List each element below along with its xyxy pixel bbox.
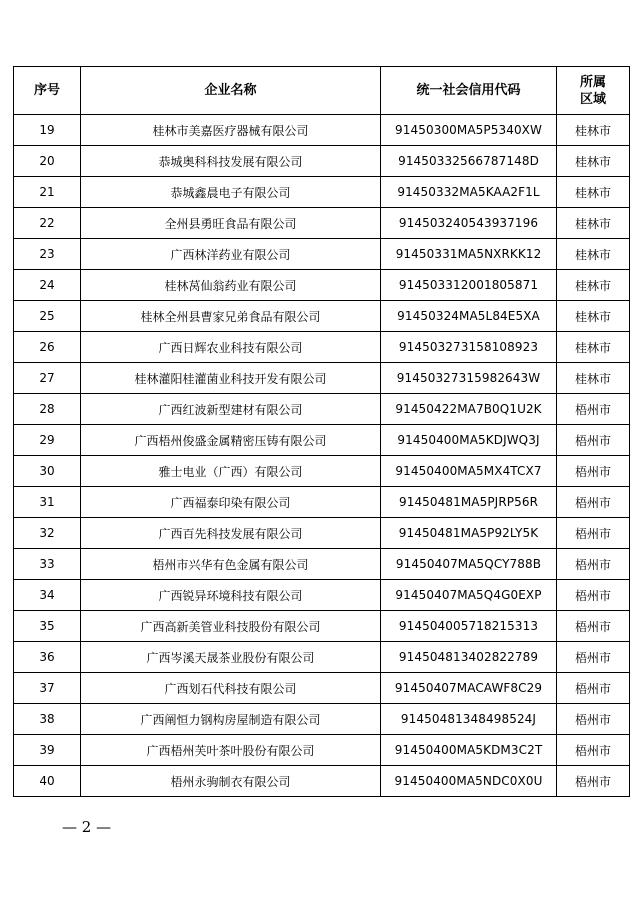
table-row (14, 115, 630, 146)
cell-credit-code: 91450324MA5L84E5XA (381, 301, 557, 332)
cell-credit-code: 91450407MA5Q4G0EXP (381, 580, 557, 611)
cell-credit-code: 914503312001805871 (381, 270, 557, 301)
cell-serial-number: 20 (14, 146, 81, 177)
cell-credit-code: 91450400MA5NDC0X0U (381, 766, 557, 797)
cell-credit-code: 914503240543937196 (381, 208, 557, 239)
cell-enterprise-name: 广西岑溪天晟茶业股份有限公司 (81, 642, 381, 673)
header-credit-code: 统一社会信用代码 (381, 67, 557, 115)
cell-enterprise-name: 广西百先科技发展有限公司 (81, 518, 381, 549)
cell-region: 桂林市 (557, 146, 630, 177)
cell-serial-number: 31 (14, 487, 81, 518)
table-row (14, 549, 630, 580)
cell-enterprise-name: 梧州永驹制衣有限公司 (81, 766, 381, 797)
table-row (14, 146, 630, 177)
cell-region: 梧州市 (557, 425, 630, 456)
header-region-line2: 区域 (579, 91, 606, 107)
cell-enterprise-name: 桂林灌阳桂灌菌业科技开发有限公司 (81, 363, 381, 394)
cell-serial-number: 39 (14, 735, 81, 766)
cell-serial-number: 32 (14, 518, 81, 549)
cell-credit-code: 91450300MA5P5340XW (381, 115, 557, 146)
cell-region: 梧州市 (557, 766, 630, 797)
table-row (14, 704, 630, 735)
cell-region: 桂林市 (557, 115, 630, 146)
cell-credit-code: 91450400MA5KDJWQ3J (381, 425, 557, 456)
cell-enterprise-name: 广西梧州俊盛金属精密压铸有限公司 (81, 425, 381, 456)
cell-credit-code: 91450407MA5QCY788B (381, 549, 557, 580)
cell-enterprise-name: 桂林莴仙翁药业有限公司 (81, 270, 381, 301)
cell-enterprise-name: 广西高新美管业科技股份有限公司 (81, 611, 381, 642)
cell-region: 桂林市 (557, 239, 630, 270)
header-serial-number: 序号 (14, 67, 81, 115)
cell-region: 桂林市 (557, 301, 630, 332)
cell-credit-code: 91450400MA5KDM3C2T (381, 735, 557, 766)
table-row (14, 425, 630, 456)
table-row (14, 518, 630, 549)
cell-serial-number: 23 (14, 239, 81, 270)
table-row (14, 301, 630, 332)
table-row (14, 766, 630, 797)
header-enterprise-name: 企业名称 (81, 67, 381, 115)
cell-enterprise-name: 广西林洋药业有限公司 (81, 239, 381, 270)
table-row (14, 487, 630, 518)
cell-credit-code: 91450332566787148D (381, 146, 557, 177)
cell-serial-number: 40 (14, 766, 81, 797)
cell-credit-code: 91450407MACAWF8C29 (381, 673, 557, 704)
table-row (14, 208, 630, 239)
table-row (14, 177, 630, 208)
cell-serial-number: 36 (14, 642, 81, 673)
table-row (14, 239, 630, 270)
cell-enterprise-name: 广西锐异环境科技有限公司 (81, 580, 381, 611)
cell-serial-number: 22 (14, 208, 81, 239)
cell-serial-number: 38 (14, 704, 81, 735)
table-row (14, 363, 630, 394)
table-row (14, 642, 630, 673)
cell-credit-code: 914503273158108923 (381, 332, 557, 363)
cell-serial-number: 37 (14, 673, 81, 704)
cell-serial-number: 34 (14, 580, 81, 611)
cell-serial-number: 29 (14, 425, 81, 456)
page-number: — 2 — (62, 818, 112, 836)
table-body (14, 115, 630, 797)
header-region (557, 67, 630, 115)
cell-credit-code: 91450481MA5P92LY5K (381, 518, 557, 549)
cell-region: 桂林市 (557, 363, 630, 394)
cell-enterprise-name: 广西红波新型建材有限公司 (81, 394, 381, 425)
cell-enterprise-name: 梧州市兴华有色金属有限公司 (81, 549, 381, 580)
cell-enterprise-name: 广西福泰印染有限公司 (81, 487, 381, 518)
cell-serial-number: 27 (14, 363, 81, 394)
cell-credit-code: 91450481MA5PJRP56R (381, 487, 557, 518)
cell-serial-number: 26 (14, 332, 81, 363)
cell-region: 桂林市 (557, 332, 630, 363)
table-row (14, 580, 630, 611)
cell-enterprise-name: 恭城奥科科技发展有限公司 (81, 146, 381, 177)
cell-region: 桂林市 (557, 177, 630, 208)
cell-region: 梧州市 (557, 704, 630, 735)
cell-enterprise-name: 桂林市美嘉医疗器械有限公司 (81, 115, 381, 146)
cell-region: 梧州市 (557, 735, 630, 766)
table-row (14, 456, 630, 487)
cell-credit-code: 91450422MA7B0Q1U2K (381, 394, 557, 425)
cell-serial-number: 21 (14, 177, 81, 208)
cell-credit-code: 91450481348498524J (381, 704, 557, 735)
cell-region: 梧州市 (557, 456, 630, 487)
cell-region: 梧州市 (557, 394, 630, 425)
cell-serial-number: 28 (14, 394, 81, 425)
cell-serial-number: 30 (14, 456, 81, 487)
cell-serial-number: 35 (14, 611, 81, 642)
table-row (14, 673, 630, 704)
cell-credit-code: 91450331MA5NXRKK12 (381, 239, 557, 270)
cell-region: 梧州市 (557, 487, 630, 518)
cell-region: 梧州市 (557, 549, 630, 580)
table-row (14, 394, 630, 425)
cell-enterprise-name: 广西划石代科技有限公司 (81, 673, 381, 704)
cell-enterprise-name: 雅士电业（广西）有限公司 (81, 456, 381, 487)
cell-region: 梧州市 (557, 580, 630, 611)
cell-enterprise-name: 全州县勇旺食品有限公司 (81, 208, 381, 239)
table-row (14, 735, 630, 766)
cell-enterprise-name: 广西梧州芙叶茶叶股份有限公司 (81, 735, 381, 766)
cell-enterprise-name: 桂林全州县曹家兄弟食品有限公司 (81, 301, 381, 332)
cell-credit-code: 914504813402822789 (381, 642, 557, 673)
table-row (14, 332, 630, 363)
cell-enterprise-name: 广西日辉农业科技有限公司 (81, 332, 381, 363)
cell-credit-code: 914504005718215313 (381, 611, 557, 642)
cell-enterprise-name: 广西阐恒力钢构房屋制造有限公司 (81, 704, 381, 735)
cell-region: 桂林市 (557, 270, 630, 301)
cell-region: 梧州市 (557, 611, 630, 642)
cell-credit-code: 91450327315982643W (381, 363, 557, 394)
cell-region: 梧州市 (557, 642, 630, 673)
cell-region: 桂林市 (557, 208, 630, 239)
cell-region: 梧州市 (557, 673, 630, 704)
table-header-row (14, 67, 630, 115)
cell-serial-number: 25 (14, 301, 81, 332)
table-row (14, 611, 630, 642)
cell-serial-number: 19 (14, 115, 81, 146)
cell-region: 梧州市 (557, 518, 630, 549)
cell-enterprise-name: 恭城鑫晨电子有限公司 (81, 177, 381, 208)
enterprise-table (13, 66, 630, 797)
cell-credit-code: 91450400MA5MX4TCX7 (381, 456, 557, 487)
table-row (14, 270, 630, 301)
cell-credit-code: 91450332MA5KAA2F1L (381, 177, 557, 208)
cell-serial-number: 33 (14, 549, 81, 580)
header-region-line1: 所属 (579, 74, 606, 90)
cell-serial-number: 24 (14, 270, 81, 301)
